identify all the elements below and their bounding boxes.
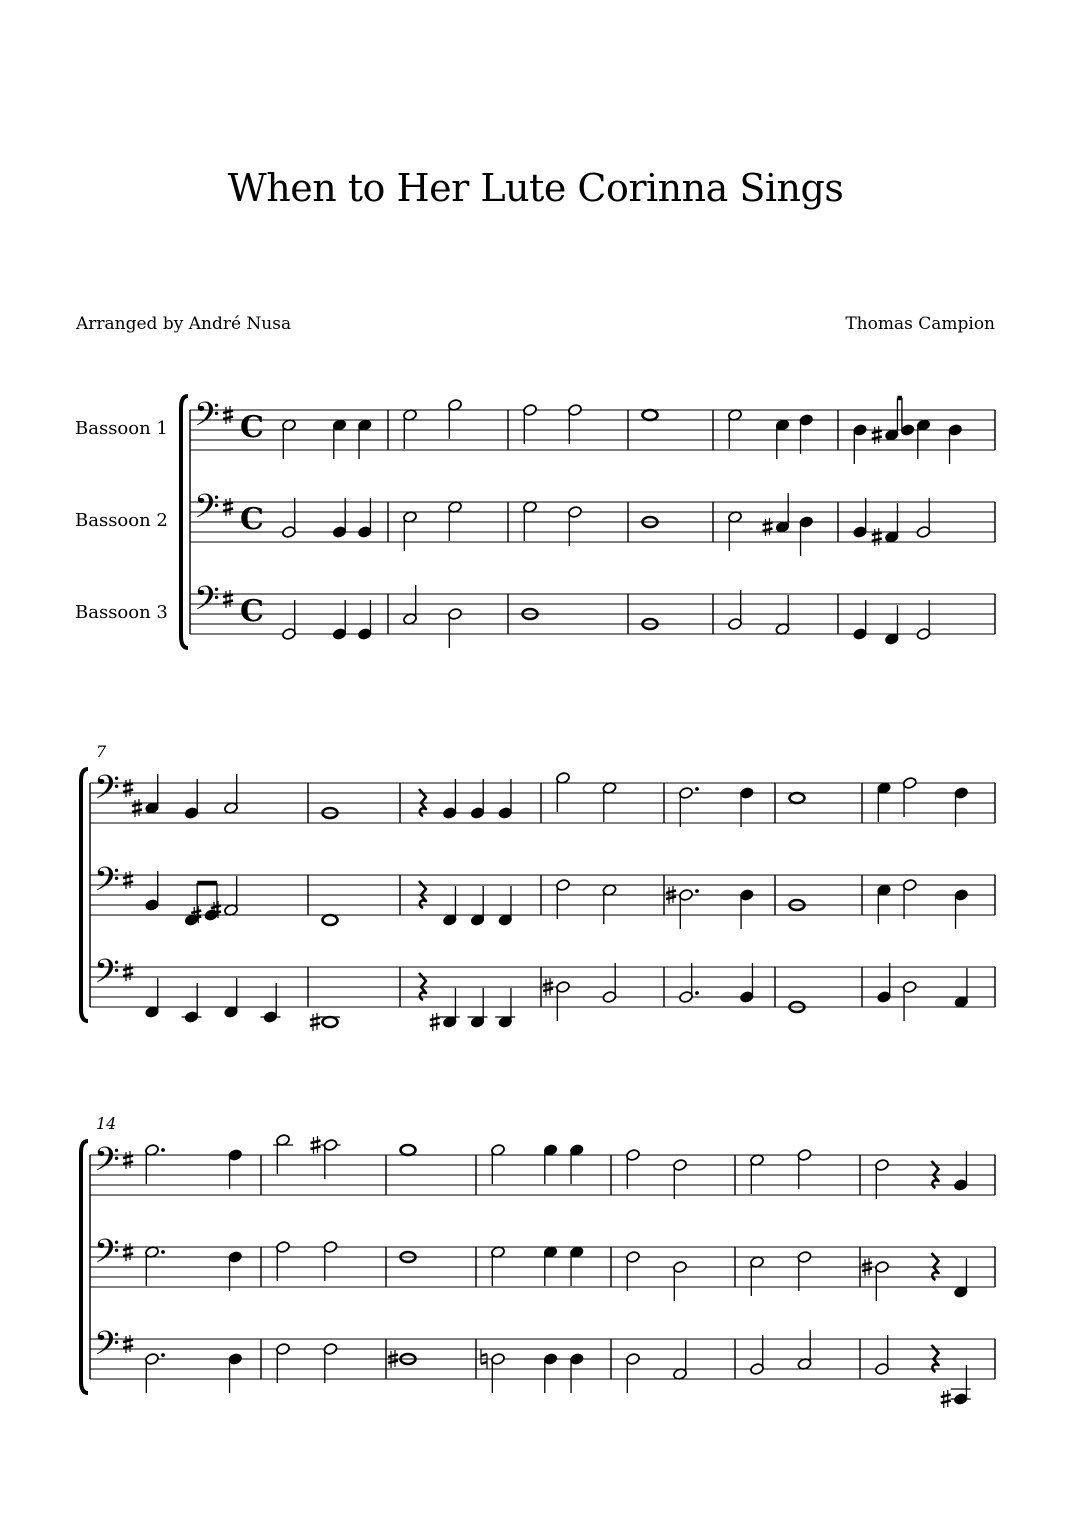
- note: [498, 779, 513, 819]
- key-signature-sharp-icon: [223, 590, 233, 608]
- note: [799, 414, 814, 454]
- time-signature: C: [240, 502, 264, 537]
- note: [491, 1144, 506, 1184]
- note: [357, 498, 372, 538]
- note: [750, 1154, 765, 1194]
- note: [739, 787, 754, 827]
- note: [799, 516, 814, 556]
- note: [282, 419, 297, 459]
- note: [228, 1149, 243, 1189]
- staff-3: [90, 1325, 995, 1379]
- key-signature-sharp-icon: [123, 1151, 133, 1169]
- note: [556, 879, 571, 919]
- instrument-label: Bassoon 3: [75, 602, 168, 623]
- whole-notehead: [643, 410, 658, 420]
- note: [448, 399, 463, 439]
- note: [357, 419, 372, 459]
- note: [602, 884, 617, 924]
- composer-credit: Thomas Campion: [845, 314, 995, 334]
- bass-clef-icon: 𝄢: [94, 1233, 120, 1279]
- note: [872, 503, 899, 546]
- bass-clef-icon: 𝄢: [94, 953, 120, 999]
- instrument-label: Bassoon 2: [75, 510, 168, 531]
- note: [763, 493, 790, 536]
- note: [224, 774, 239, 814]
- note: [626, 1149, 641, 1189]
- note: [498, 886, 513, 926]
- bass-clef-icon: 𝄢: [94, 861, 120, 907]
- note: [323, 915, 338, 925]
- note: [523, 501, 538, 541]
- note: [282, 600, 297, 640]
- staff-1: [75, 396, 995, 450]
- note: [728, 409, 743, 449]
- note: [145, 1246, 165, 1286]
- note: [491, 1246, 506, 1286]
- note: [481, 1349, 505, 1393]
- note: [276, 1241, 291, 1281]
- key-signature-sharp-icon: [223, 498, 233, 516]
- note: [853, 424, 868, 464]
- dot: [695, 889, 699, 893]
- note: [448, 608, 463, 648]
- key-signature-sharp-icon: [223, 406, 233, 424]
- note: [332, 419, 347, 459]
- note: [853, 600, 868, 640]
- note: [902, 777, 917, 817]
- note: [401, 1145, 416, 1155]
- time-signature: C: [240, 410, 264, 445]
- whole-notehead: [323, 915, 338, 925]
- note: [954, 787, 969, 827]
- bass-clef-icon: 𝄢: [94, 769, 120, 815]
- system-3: [81, 1114, 995, 1408]
- whole-notehead: [790, 793, 805, 803]
- score-title: When to Her Lute Corinna Sings: [227, 166, 844, 210]
- note: [403, 409, 418, 449]
- note: [673, 1340, 688, 1380]
- key-signature-sharp-icon: [123, 871, 133, 889]
- system-bracket: [181, 396, 188, 648]
- note: [941, 1365, 971, 1408]
- note: [523, 404, 538, 444]
- note: [568, 404, 583, 444]
- note: [228, 1353, 243, 1393]
- sharp-icon: [872, 426, 882, 444]
- note: [902, 879, 917, 919]
- note: [282, 498, 297, 538]
- note: [797, 1330, 812, 1370]
- note: [145, 1144, 165, 1184]
- key-signature-sharp-icon: [123, 1243, 133, 1261]
- note: [916, 419, 931, 459]
- note: [953, 1258, 968, 1298]
- note: [132, 774, 159, 817]
- note: [862, 1258, 889, 1301]
- note: [224, 978, 239, 1018]
- note: [228, 1251, 243, 1291]
- sharp-icon: [763, 518, 773, 536]
- note: [797, 1149, 812, 1189]
- note: [448, 501, 463, 541]
- sharp-icon: [872, 528, 882, 546]
- staff-1: [90, 1141, 995, 1195]
- note: [775, 419, 790, 459]
- note: [184, 779, 199, 819]
- note: [775, 595, 790, 635]
- note: [916, 600, 931, 640]
- key-signature-sharp-icon: [123, 1335, 133, 1353]
- staff-3: [75, 580, 995, 634]
- note: [728, 590, 743, 630]
- note: [332, 498, 347, 538]
- note: [954, 968, 969, 1008]
- note: [853, 498, 868, 538]
- note: [750, 1256, 765, 1296]
- system-1: [75, 396, 995, 648]
- note: [877, 782, 892, 822]
- dot: [695, 991, 699, 995]
- note: [673, 1261, 688, 1301]
- whole-notehead: [401, 1145, 416, 1155]
- note: [728, 511, 743, 551]
- note: [403, 585, 418, 625]
- bass-clef-icon: 𝄢: [194, 488, 220, 534]
- note: [357, 600, 372, 640]
- whole-notehead: [323, 1017, 338, 1027]
- note: [872, 398, 899, 444]
- system-bracket: [81, 1141, 88, 1393]
- note: [797, 1251, 812, 1291]
- note: [739, 889, 754, 929]
- bass-clef-icon: 𝄢: [194, 396, 220, 442]
- note: [442, 779, 457, 819]
- key-signature-sharp-icon: [123, 779, 133, 797]
- note: [902, 981, 917, 1021]
- note: [568, 506, 583, 546]
- note: [602, 963, 617, 1003]
- note: [877, 884, 892, 924]
- note: [875, 1335, 890, 1375]
- note: [276, 1343, 291, 1383]
- note: [145, 871, 160, 911]
- sharp-icon: [311, 1136, 321, 1154]
- note: [673, 1159, 688, 1199]
- note: [311, 1136, 341, 1179]
- note: [323, 1241, 338, 1281]
- note: [643, 410, 658, 420]
- bass-clef-icon: 𝄢: [94, 1325, 120, 1371]
- measure-number: 7: [96, 742, 107, 761]
- note: [470, 779, 485, 819]
- note: [626, 1353, 641, 1393]
- key-signature-sharp-icon: [123, 963, 133, 981]
- note: [602, 782, 617, 822]
- staff-2: [90, 861, 995, 915]
- dot: [161, 1148, 165, 1152]
- note: [273, 1134, 293, 1174]
- note: [543, 1353, 558, 1393]
- note: [569, 1144, 584, 1184]
- time-signature: C: [240, 594, 264, 629]
- dot: [161, 1250, 165, 1254]
- note: [430, 988, 460, 1031]
- note: [543, 1246, 558, 1286]
- note: [626, 1251, 641, 1291]
- note: [954, 889, 969, 929]
- note: [332, 600, 347, 640]
- dot: [161, 1353, 165, 1357]
- instrument-label: Bassoon 1: [75, 418, 168, 439]
- bass-clef-icon: 𝄢: [94, 1141, 120, 1187]
- sharp-icon: [132, 799, 142, 817]
- sharp-icon: [310, 1013, 320, 1031]
- staff-3: [90, 953, 995, 1007]
- system-bracket: [81, 769, 88, 1021]
- note: [884, 605, 899, 645]
- bass-clef-icon: 𝄢: [194, 580, 220, 626]
- note: [569, 1353, 584, 1393]
- arranger-credit: Arranged by André Nusa: [76, 314, 292, 334]
- note: [953, 1151, 968, 1191]
- note: [261, 983, 281, 1023]
- staff-1: [90, 769, 995, 823]
- note: [543, 1144, 558, 1184]
- note: [948, 424, 963, 464]
- note: [495, 988, 515, 1028]
- note: [182, 983, 202, 1023]
- note: [750, 1335, 765, 1375]
- note: [569, 1246, 584, 1286]
- note: [323, 1343, 338, 1383]
- system-2: [81, 742, 995, 1031]
- staff-2: [90, 1233, 995, 1287]
- dot: [695, 787, 699, 791]
- sharp-icon: [430, 1013, 440, 1031]
- note: [739, 963, 754, 1003]
- note: [666, 886, 699, 929]
- note: [145, 978, 160, 1018]
- note: [900, 398, 915, 436]
- note: [790, 793, 805, 803]
- note: [310, 1013, 340, 1031]
- note: [877, 963, 892, 1003]
- sharp-icon: [941, 1390, 951, 1408]
- note: [875, 1159, 890, 1199]
- note: [468, 988, 488, 1028]
- note: [916, 498, 931, 538]
- note: [543, 978, 570, 1021]
- measure-number: 14: [96, 1114, 117, 1133]
- note: [556, 772, 571, 812]
- note: [403, 511, 418, 551]
- note: [442, 886, 457, 926]
- note: [470, 886, 485, 926]
